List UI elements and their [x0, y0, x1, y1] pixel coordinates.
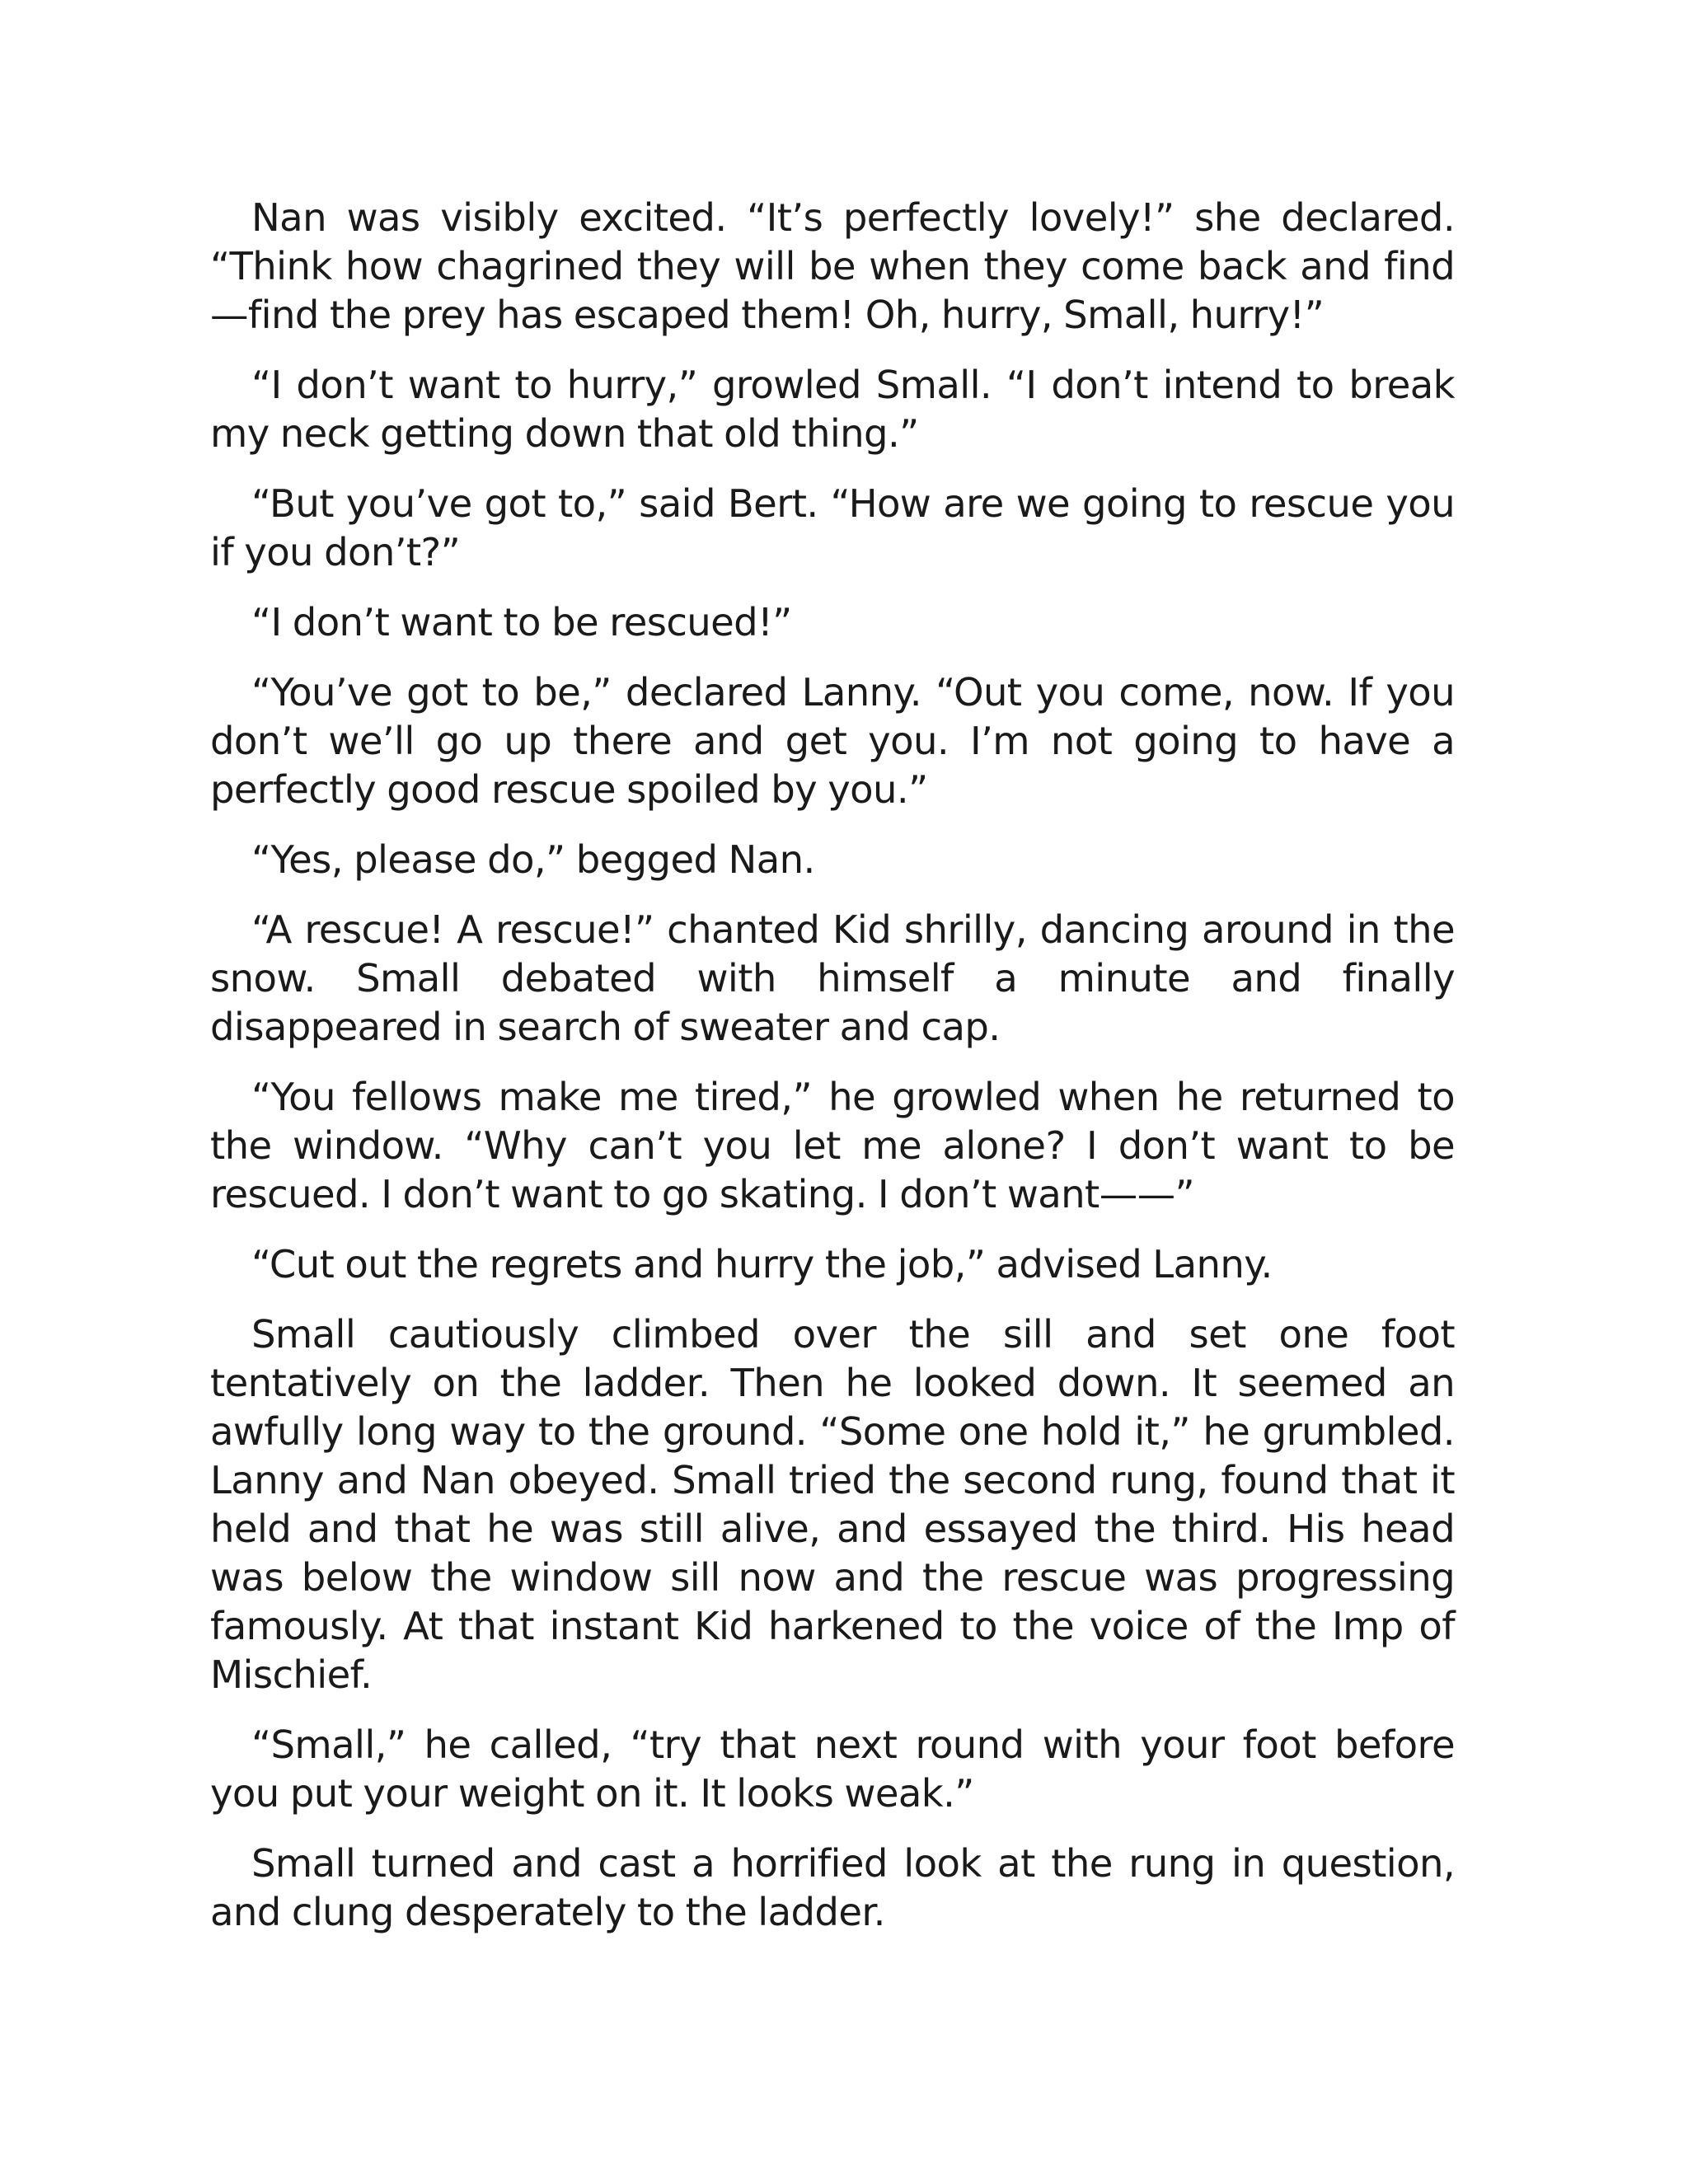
paragraph: “I don’t want to be rescued!”	[251, 600, 792, 644]
paragraph: “You’ve got to be,” declared Lanny. “Out you come, now. If you don’t we’ll go up there and get you. I’m not going to have a perfectly good rescue spoiled by you.”	[210, 670, 1455, 812]
paragraph: “I don’t want to hurry,” growled Small. “I don’t intend to break my neck getting down that old thing.”	[210, 363, 1455, 456]
paragraph: “Yes, please do,” begged Nan.	[251, 837, 815, 882]
paragraph: “Cut out the regrets and hurry the job,” advised Lanny.	[251, 1242, 1273, 1286]
page-text	[210, 194, 1455, 1958]
paragraph: Nan was visibly excited. “It’s perfectly lovely!” she declared. “Think how chagrined they will be when they come back and find—find the prey has escaped them! Oh, hurry, Small, hurry!”	[210, 195, 1455, 337]
paragraph: “A rescue! A rescue!” chanted Kid shrilly, dancing around in the snow. Small debated with himself a minute and finally disappeared in search of sweater and cap.	[210, 907, 1455, 1049]
paragraph: Small cautiously climbed over the sill and set one foot tentatively on the ladder. Then he looked down. It seemed an awfully long way to the ground. “Some one hold it,” he grumbled. Lanny and Nan obeyed. Small tried the second rung, found that it held and that he was still alive, and essayed the third. His head was below the window sill now and the rescue was progressing famously. At that instant Kid harkened to the voice of the Imp of Mischief.	[210, 1312, 1455, 1697]
paragraph: Small turned and cast a horrified look at the rung in question, and clung desperately to the ladder.	[210, 1841, 1455, 1934]
paragraph: “But you’ve got to,” said Bert. “How are we going to rescue you if you don’t?”	[210, 481, 1455, 574]
paragraph: “You fellows make me tired,” he growled when he returned to the window. “Why can’t you let me alone? I don’t want to be rescued. I don’t want to go skating. I don’t want——”	[210, 1075, 1455, 1216]
paragraph: “Small,” he called, “try that next round with your foot before you put your weight on it. It looks weak.”	[210, 1722, 1455, 1816]
